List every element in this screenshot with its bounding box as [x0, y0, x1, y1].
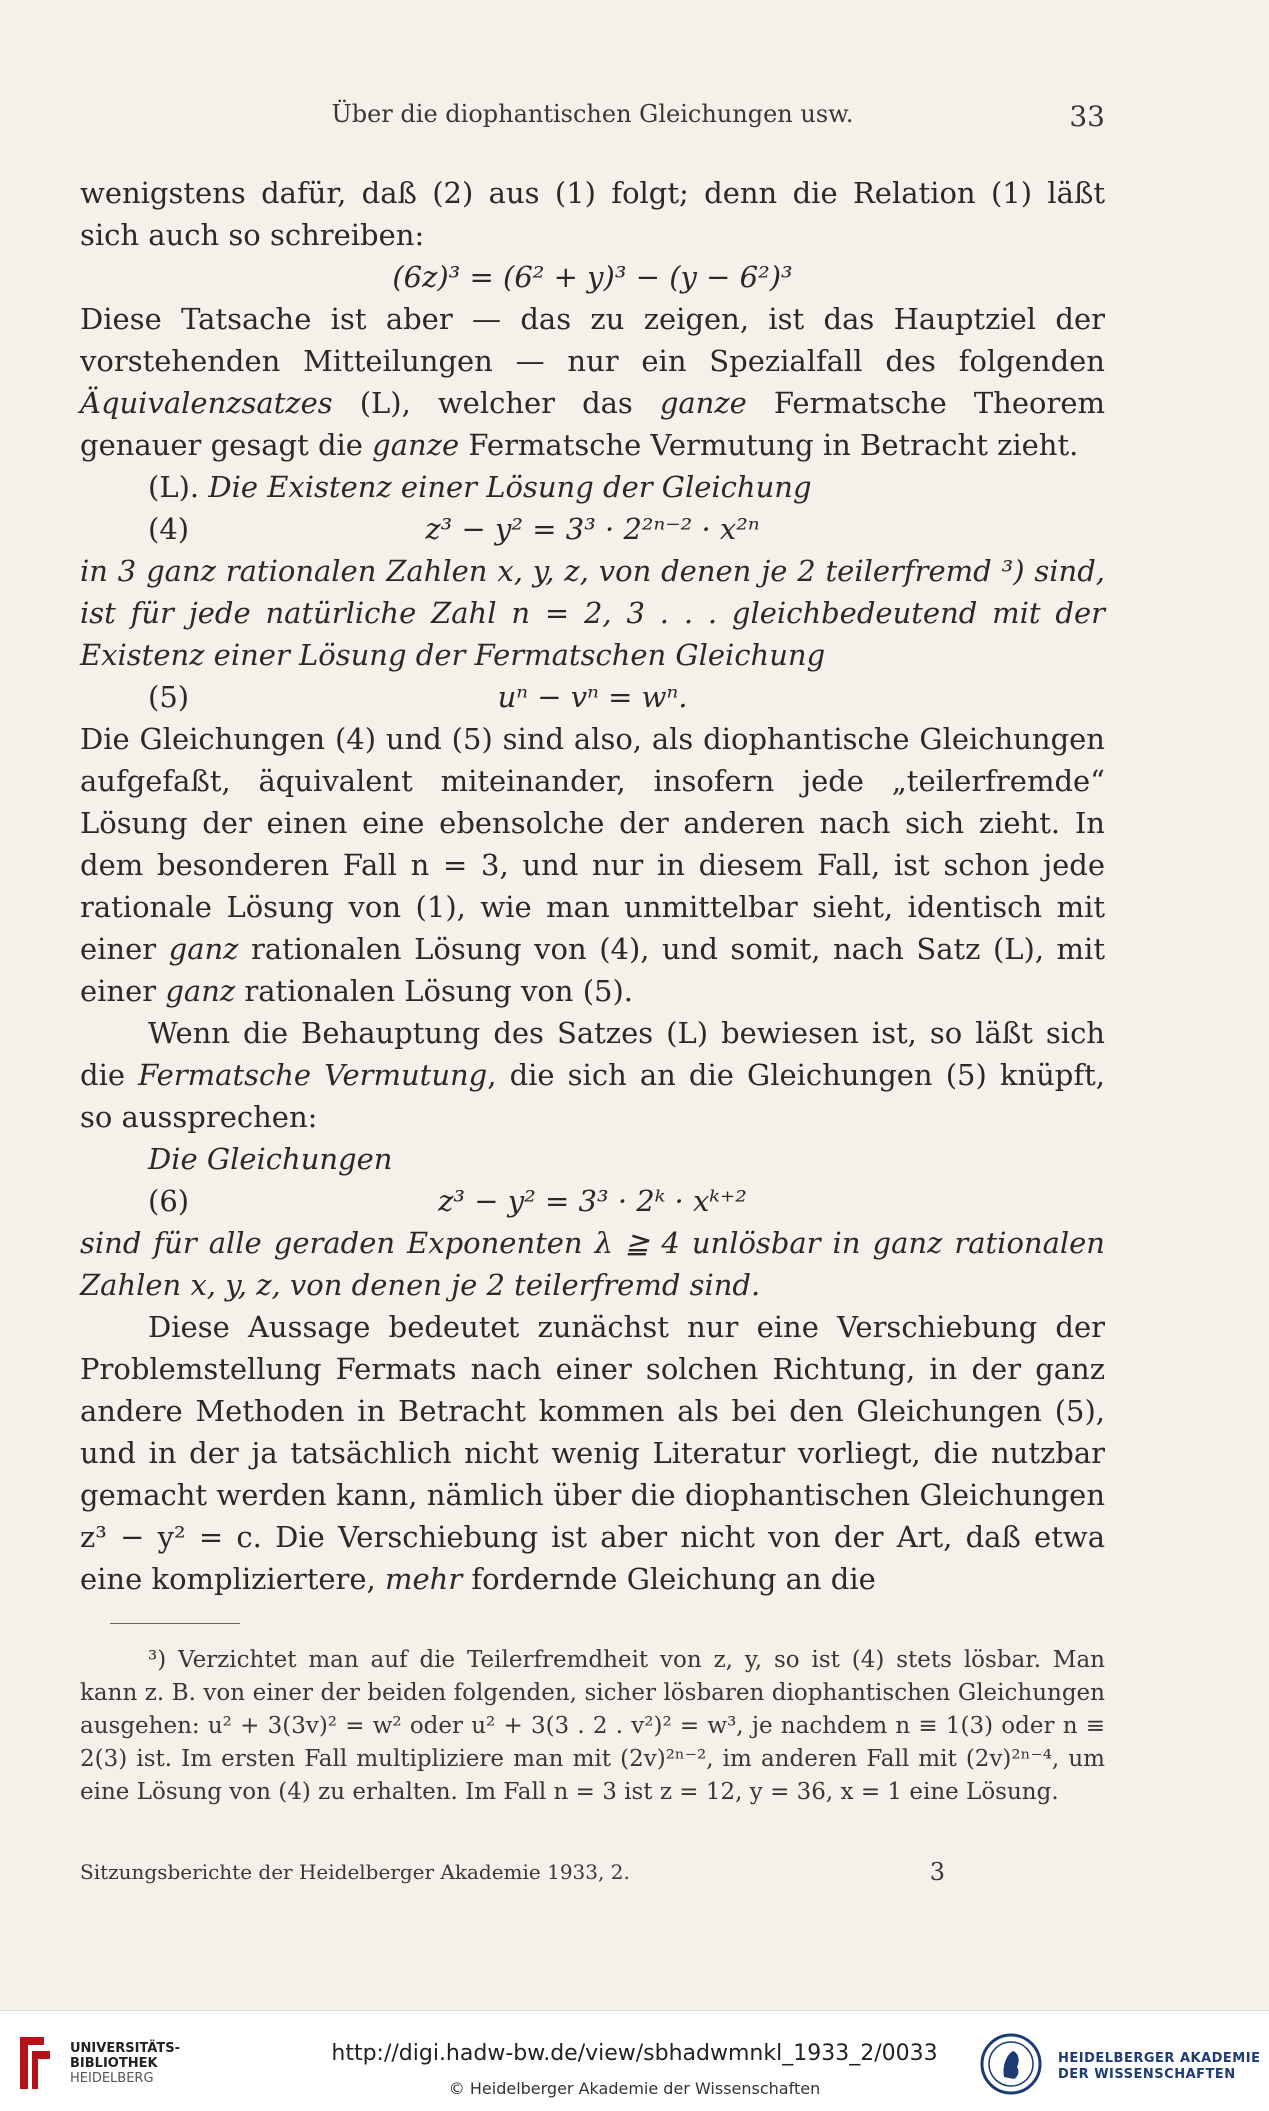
paragraph-1	[80, 172, 1105, 256]
theorem-body: in 3 ganz rationalen Zahlen x, y, z, von denen je 2 teilerfremd ³) sind, ist für jede natürliche Zahl n = 2, 3 . . . gleichbedeutend mit der Existenz einer Lösung der Fermatschen Gleichung	[80, 554, 1105, 672]
footnote-rule	[110, 1623, 240, 1624]
paragraph-2-text-a: Diese Tatsache ist aber — das zu zeigen, ist das Hauptziel der vorstehenden Mitteilungen — nur ein Spezialfall des folgenden	[80, 302, 1105, 378]
page-footer	[80, 1860, 1105, 1884]
footnote-marker: ³)	[148, 1647, 167, 1673]
equation-4-text: z³ − y² = 3³ · 2²ⁿ⁻² · x²ⁿ	[425, 512, 760, 546]
copyright-notice: © Heidelberger Akademie der Wissenschaften	[448, 2079, 821, 2098]
library-line-3: HEIDELBERG	[70, 2071, 154, 2086]
page-number: 33	[1069, 100, 1105, 133]
theorem-intro: Die Existenz einer Lösung der Gleichung	[208, 470, 812, 504]
paragraph-2-text-c: Fermatsche Theorem genauer gesagt die	[80, 386, 1105, 462]
paragraph-4-italic: Fermatsche Vermutung	[138, 1058, 488, 1092]
paragraph-5	[80, 1306, 1105, 1600]
equation-identity	[80, 256, 1105, 298]
theorem-heading	[80, 466, 1105, 508]
footnote-3	[80, 1644, 1105, 1809]
paragraph-2-italic-3: ganze	[372, 428, 460, 462]
paragraph-5-text-b: fordernde Gleichung an die	[462, 1562, 876, 1596]
paragraph-2-italic-2: ganze	[659, 386, 747, 420]
academy-line-1: HEIDELBERGER AKADEMIE	[1058, 2051, 1261, 2066]
claim-body: sind für alle geraden Exponenten λ ≧ 4 unlösbar in ganz rationalen Zahlen x, y, z, von denen je 2 teilerfremd sind.	[80, 1226, 1105, 1302]
paragraph-4-text-a: Wenn die Behauptung des Satzes (L) bewiesen ist, so läßt sich die	[80, 1016, 1105, 1092]
equation-5	[80, 676, 1105, 718]
equation-6	[80, 1180, 1105, 1222]
main-text	[80, 172, 1105, 1600]
equation-4-number: (4)	[148, 512, 190, 546]
paragraph-5-italic: mehr	[385, 1562, 463, 1596]
paragraph-2-italic-1: Äquivalenzsatzes	[80, 386, 333, 420]
claim-intro: Die Gleichungen	[148, 1142, 393, 1176]
equation-identity-text: (6z)³ = (6² + y)³ − (y − 6²)³	[392, 260, 793, 294]
paragraph-2-text-d: Fermatsche Vermutung in Betracht zieht.	[459, 428, 1079, 462]
paragraph-3-text-b: rationalen Lösung von (4), und somit, nach Satz (L), mit einer	[80, 932, 1105, 1008]
equation-5-number: (5)	[148, 680, 190, 714]
equation-5-text: uⁿ − vⁿ = wⁿ.	[497, 680, 688, 714]
source-line: Sitzungsberichte der Heidelberger Akademie 1933, 2.	[80, 1860, 630, 1884]
paragraph-1-text: wenigstens dafür, daß (2) aus (1) folgt; denn die Relation (1) läßt sich auch so schreiben:	[80, 176, 1105, 252]
running-title: Über die diophantischen Gleichungen usw.	[331, 100, 854, 128]
paragraph-2-text-b: (L), welcher das	[332, 386, 660, 420]
paragraph-3-text-c: rationalen Lösung von (5).	[235, 974, 634, 1008]
viewer-footer-bar	[0, 2010, 1269, 2111]
permalink-url[interactable]: http://digi.hadw-bw.de/view/sbhadwmnkl_1933_2/0033	[331, 2041, 938, 2066]
equation-6-text: z³ − y² = 3³ · 2ᵏ · xᵏ⁺²	[438, 1184, 747, 1218]
paragraph-3-italic-2: ganz	[165, 974, 236, 1008]
equation-6-number: (6)	[148, 1184, 190, 1218]
paragraph-4	[80, 1012, 1105, 1138]
equation-4	[80, 508, 1105, 550]
academy-line-2: DER WISSENSCHAFTEN	[1058, 2067, 1236, 2082]
academy-name[interactable]	[1058, 2051, 1260, 2083]
paragraph-2	[80, 298, 1105, 466]
library-line-2: BIBLIOTHEK	[70, 2056, 158, 2071]
academy-seal-icon[interactable]	[980, 2033, 1042, 2095]
paragraph-4-text-b: , die sich an die Gleichungen (5) knüpft, so aussprechen:	[80, 1058, 1105, 1134]
library-line-1: UNIVERSITÄTS-	[70, 2041, 180, 2056]
paragraph-5-text-a: Diese Aussage bedeutet zunächst nur eine Verschiebung der Problemstellung Fermats nach einer solchen Richtung, in der ganz andere Methoden in Betracht kommen als bei den Gleichungen (5), und in der ja tatsächlich nicht wenig Literatur vorliegt, die nutzbar gemacht werden kann, nämlich über die diophantischen Gleichungen z³ − y² = c. Die Verschiebung ist aber nicht von der Art, daß etwa eine kompliziertere,	[80, 1310, 1105, 1596]
footnote-text: Verzichtet man auf die Teilerfremdheit von z, y, so ist (4) stets lösbar. Man kann z. B. von einer der beiden folgenden, sicher lösbaren diophantischen Gleichungen ausgehen: u² + 3(3v)² = w² oder u² + 3(3 . 2 . v²)² = w³, je nachdem n ≡ 1(3) oder n ≡ 2(3) ist. Im ersten Fall multipliziere man mit (2v)²ⁿ⁻², im anderen Fall mit (2v)²ⁿ⁻⁴, um eine Lösung von (4) zu erhalten. Im Fall n = 3 ist z = 12, y = 36, x = 1 eine Lösung.	[80, 1647, 1105, 1805]
theorem-label: (L).	[148, 470, 200, 504]
footnotes	[80, 1644, 1105, 1809]
paragraph-3	[80, 718, 1105, 1012]
signature-mark: 3	[929, 1858, 945, 1886]
paragraph-3-text-a: Die Gleichungen (4) und (5) sind also, als diophantische Gleichungen aufgefaßt, äquivalent miteinander, insofern jede „teilerfremde“ Lösung der einen eine ebensolche der anderen nach sich zieht. In dem besonderen Fall n = 3, und nur in diesem Fall, ist schon jede rationale Lösung von (1), wie man unmittelbar sieht, identisch mit einer	[80, 722, 1105, 966]
paragraph-3-italic-1: ganz	[168, 932, 239, 966]
